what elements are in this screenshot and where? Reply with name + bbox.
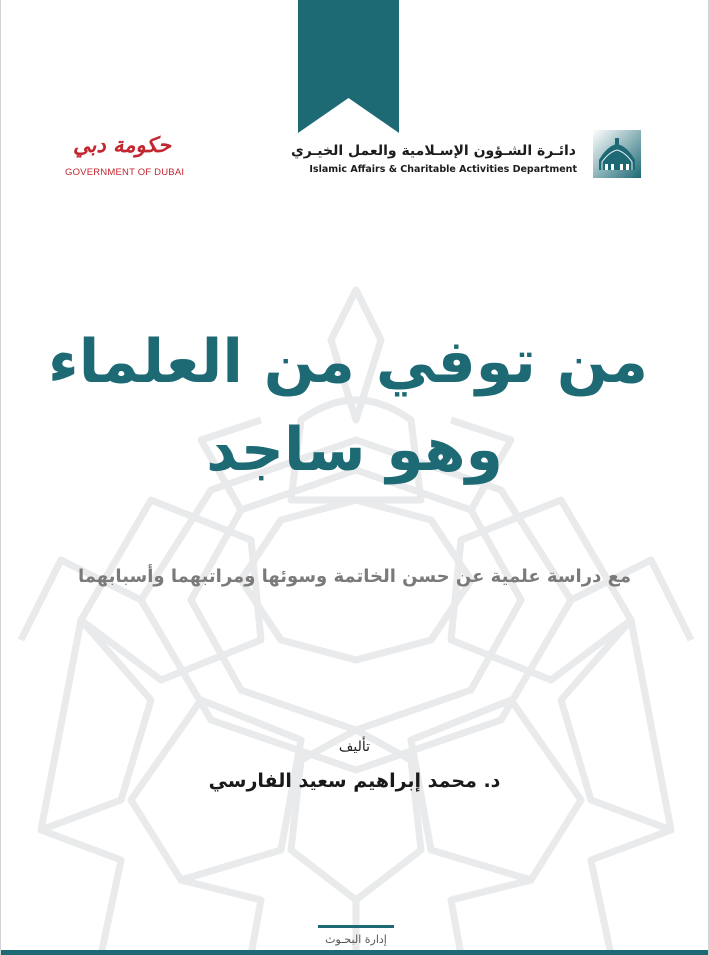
book-title xyxy=(48,318,648,494)
book-title-line-1: من توفي من العلماء xyxy=(48,327,648,397)
mosque-dome-icon xyxy=(593,130,641,178)
footer-department-label: إدارة البحـوث xyxy=(325,933,387,946)
government-logo-english: GOVERNMENT OF DUBAI xyxy=(65,167,185,178)
author-label: تأليف xyxy=(338,739,371,755)
government-logo-arabic: حكومة دبي xyxy=(73,132,171,157)
footer-divider xyxy=(318,925,394,928)
book-subtitle: مع دراسة علمية عن حسن الخاتمة وسوئها ومراتبهما وأسبابهما xyxy=(77,566,632,587)
department-name-arabic: دائـرة الشـؤون الإسـلامية والعمل الخيـري xyxy=(290,143,576,159)
bookmark-ribbon xyxy=(298,0,399,133)
bottom-accent-strip xyxy=(1,950,708,955)
book-title-line-2: وهو ساجد xyxy=(206,415,503,485)
department-name-english: Islamic Affairs & Charitable Activities Department xyxy=(309,164,577,175)
author-name: د. محمد إبراهيم سعيد الفارسي xyxy=(208,770,501,792)
